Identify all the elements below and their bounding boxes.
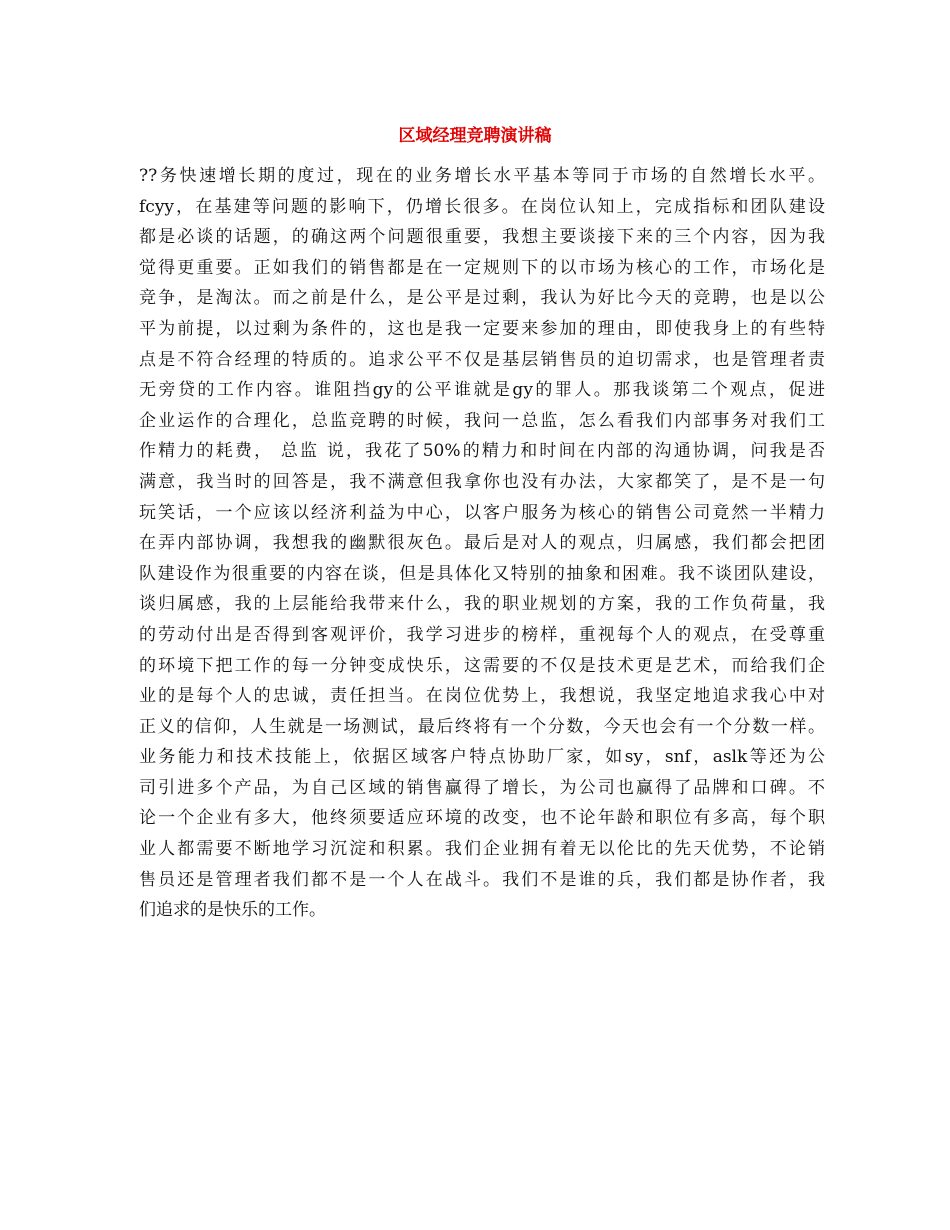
- paragraph-line: 谈归属感，我的上层能给我带来什么，我的职业规划的方案，我的工作负荷量，我: [139, 594, 825, 615]
- paragraph-line: ??务快速增长期的度过，现在的业务增长水平基本等同于市场的自然增长水平。: [139, 166, 825, 186]
- paragraph-line: 满意，我当时的回答是，我不满意但我拿你也没有办法，大家都笑了，是不是一句: [139, 471, 825, 492]
- paragraph-line: fcyy，在基建等问题的影响下，仍增长很多。在岗位认知上，完成指标和团队建设: [139, 196, 825, 217]
- paragraph-line: 玩笑话，一个应该以经济利益为中心，以客户服务为核心的销售公司竟然一半精力: [139, 502, 825, 523]
- paragraph-line: 企业运作的合理化，总监竞聘的时候，我问一总监，怎么看我们内部事务对我们工: [139, 410, 825, 431]
- paragraph-line: 们追求的是快乐的工作。: [139, 900, 326, 921]
- document-body: [139, 161, 825, 926]
- paragraph-line: 业人都需要不断地学习沉淀和积累。我们企业拥有着无以伦比的先天优势，不论销: [139, 839, 825, 860]
- paragraph-line: 无旁贷的工作内容。谁阻挡gy的公平谁就是gy的罪人。那我谈第二个观点，促进: [139, 380, 825, 401]
- paragraph-line: 的环境下把工作的每一分钟变成快乐，这需要的不仅是技术更是艺术，而给我们企: [139, 655, 825, 676]
- paragraph-line: 觉得更重要。正如我们的销售都是在一定规则下的以市场为核心的工作，市场化是: [139, 257, 825, 278]
- paragraph-line: 业务能力和技术技能上，依据区域客户特点协助厂家，如sy，snf，aslk等还为公: [139, 747, 825, 768]
- paragraph-line: 业的是每个人的忠诚，责任担当。在岗位优势上，我想说，我坚定地追求我心中对: [139, 686, 825, 707]
- paragraph-line: 论一个企业有多大，他终须要适应环境的改变，也不论年龄和职位有多高，每个职: [139, 808, 825, 829]
- paragraph-line: 平为前提，以过剩为条件的，这也是我一定要来参加的理由，即使我身上的有些特: [139, 318, 825, 339]
- paragraph-line: 售员还是管理者我们都不是一个人在战斗。我们不是谁的兵，我们都是协作者，我: [139, 869, 825, 890]
- paragraph-line: 司引进多个产品，为自己区域的销售赢得了增长，为公司也赢得了品牌和口碑。不: [139, 777, 825, 798]
- paragraph-line: 作精力的耗费， 总监 说，我花了50%的精力和时间在内部的沟通协调，问我是否: [139, 441, 825, 462]
- paragraph-line: 在弄内部协调，我想我的幽默很灰色。最后是对人的观点，归属感，我们都会把团: [139, 533, 825, 554]
- paragraph-line: 点是不符合经理的特质的。追求公平不仅是基层销售员的迫切需求，也是管理者责: [139, 349, 825, 370]
- document-title: 区域经理竞聘演讲稿: [398, 126, 552, 146]
- paragraph-line: 队建设作为很重要的内容在谈，但是具体化又特别的抽象和困难。我不谈团队建设，: [139, 563, 825, 584]
- paragraph-line: 竞争，是淘汰。而之前是什么，是公平是过剩，我认为好比今天的竞聘，也是以公: [139, 288, 825, 309]
- paragraph-line: 都是必谈的话题，的确这两个问题很重要，我想主要谈接下来的三个内容，因为我: [139, 227, 825, 248]
- paragraph-line: 正义的信仰，人生就是一场测试，最后终将有一个分数，今天也会有一个分数一样。: [139, 716, 825, 737]
- paragraph-line: 的劳动付出是否得到客观评价，我学习进步的榜样，重视每个人的观点，在受尊重: [139, 624, 825, 645]
